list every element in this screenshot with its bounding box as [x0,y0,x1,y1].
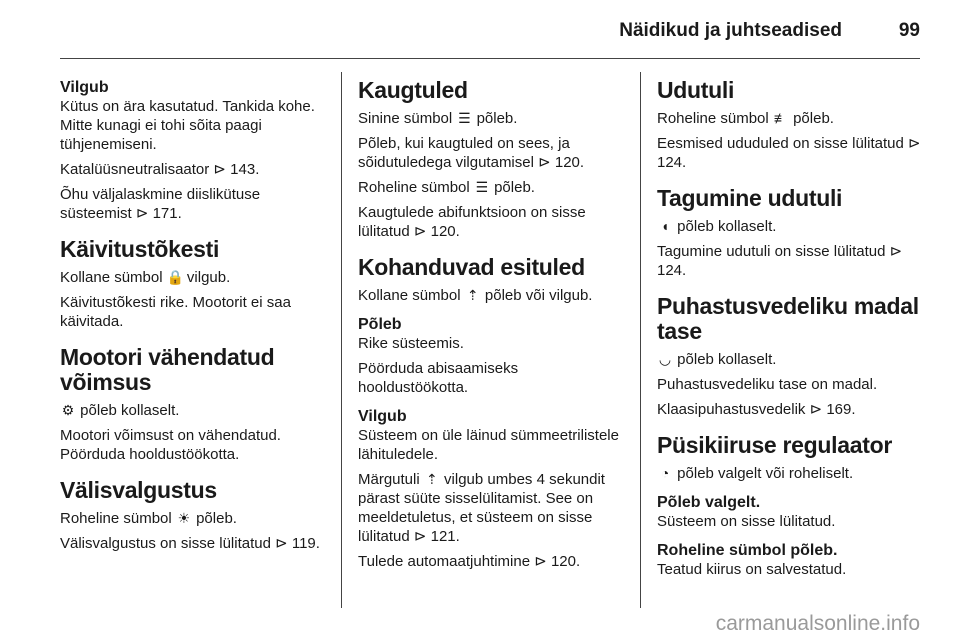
paragraph [358,470,630,546]
section-heading: Põleb [358,316,402,333]
paragraph: Pöörduda abisaamiseks hooldustöökotta. [358,360,519,396]
paragraph: Õhu väljalaskmine diislikütuse süsteemist ⊳ 171. [60,186,261,222]
paragraph [657,350,927,369]
paragraph: Rike süsteemis. [358,335,464,352]
section-title: Välisvalgustus [60,477,217,503]
paragraph-text: Roheline sümbol [358,179,470,196]
column-2 [358,78,630,577]
paragraph: Kaugtulede abifunktsioon on sisse lülitatud ⊳ 120. [358,204,586,240]
paragraph-text: põleb. [196,510,237,527]
section-title: Mootori vähendatud võimsus [60,344,275,395]
paragraph: Katalüüsneutralisaator ⊳ 143. [60,161,260,178]
page-header [0,14,960,50]
section-heading: Vilgub [358,408,407,425]
immobilizer-icon: 🔒 [166,269,185,285]
column-divider [640,72,641,608]
section-title: Puhastusvedeliku madal tase [657,293,919,344]
section-title: Tagumine udutuli [657,185,843,211]
paragraph [358,109,630,128]
paragraph: Eesmised ududuled on sisse lülitatud ⊳ 124. [657,135,921,171]
watermark: carmanualsonline.info [715,612,920,635]
paragraph: Põleb, kui kaugtuled on sees, ja sõidutuledega vilgutamisel ⊳ 120. [358,135,585,171]
paragraph [358,286,630,305]
paragraph-text: Märgutuli [358,471,420,488]
paragraph: Tulede automaatjuhtimine ⊳ 120. [358,553,581,570]
section-heading: Põleb valgelt. [657,494,761,511]
paragraph: Süsteem on üle läinud sümmeetrilistele lähituledele. [358,427,619,463]
rear-fog-light-icon: ◖ [660,218,670,234]
paragraph-text: põleb. [793,110,834,127]
paragraph-text: Roheline sümbol [60,510,172,527]
high-beam-assist-icon: ☰ [475,179,489,195]
paragraph: Käivitustõkesti rike. Mootorit ei saa käivitada. [60,294,291,330]
paragraph-text: põleb kollaselt. [677,218,777,235]
paragraph-text: põleb kollaselt. [80,402,180,419]
high-beam-icon: ☰ [458,110,471,126]
paragraph [657,464,927,483]
paragraph [60,268,332,287]
paragraph-text: põleb. [494,179,535,196]
paragraph: Tagumine udutuli on sisse lülitatud ⊳ 124. [657,243,903,279]
paragraph: Mootori võimsust on vähendatud. Pöörduda hooldustöökotta. [60,427,281,463]
section-title: Käivitustõkesti [60,236,220,262]
paragraph [358,178,630,197]
washer-fluid-icon: ◡ [658,351,672,367]
paragraph [657,217,927,236]
section-title: Udutuli [657,77,735,103]
section-title: Kaugtuled [358,77,468,103]
exterior-light-icon: ☀ [177,510,191,526]
page-title: Näidikud ja juhtseadised [619,20,842,41]
paragraph-text: vilgub umbes 4 sekundit pärast süüte sisselülitamist. See on meeldetuletus, et süsteem on sisse lülitatud ⊳ 121. [358,471,605,545]
paragraph: Välisvalgustus on sisse lülitatud ⊳ 119. [60,535,320,552]
paragraph-text: Kollane sümbol [60,269,163,286]
adaptive-light-icon: ⇡ [466,287,479,303]
paragraph-text: põleb või vilgub. [484,287,593,304]
paragraph: Klaasipuhastusvedelik ⊳ 169. [657,401,856,418]
front-fog-light-icon: ≢ [773,110,788,126]
column-1 [60,78,332,559]
column-divider [341,72,342,608]
paragraph-text: Roheline sümbol [657,110,769,127]
section-heading: Roheline sümbol põleb. [657,542,838,559]
paragraph: Süsteem on sisse lülitatud. [657,513,836,530]
paragraph-text: Sinine sümbol [358,110,453,127]
paragraph [60,401,332,420]
cruise-control-icon: ◔ [660,465,670,481]
section-title: Püsikiiruse regulaator [657,432,892,458]
paragraph: Puhastusvedeliku tase on madal. [657,376,878,393]
adaptive-light-icon: ⇡ [426,471,438,487]
section-title: Kohanduvad esituled [358,254,585,280]
paragraph: Kütus on ära kasutatud. Tankida kohe. Mitte kunagi ei tohi sõita paagi tühjenemiseni. [60,98,315,153]
section-heading: Vilgub [60,79,109,96]
paragraph-text: vilgub. [186,269,231,286]
paragraph: Teatud kiirus on salvestatud. [657,561,847,578]
paragraph-text: põleb. [476,110,518,127]
engine-power-icon: ⚙ [61,402,75,418]
paragraph-text: Kollane sümbol [358,287,461,304]
column-3 [657,78,927,585]
paragraph [657,109,927,128]
page-number: 99 [898,20,920,41]
paragraph-text: põleb kollaselt. [677,351,777,368]
paragraph [60,509,332,528]
header-divider [60,58,920,59]
paragraph-text: põleb valgelt või roheliselt. [677,465,854,482]
